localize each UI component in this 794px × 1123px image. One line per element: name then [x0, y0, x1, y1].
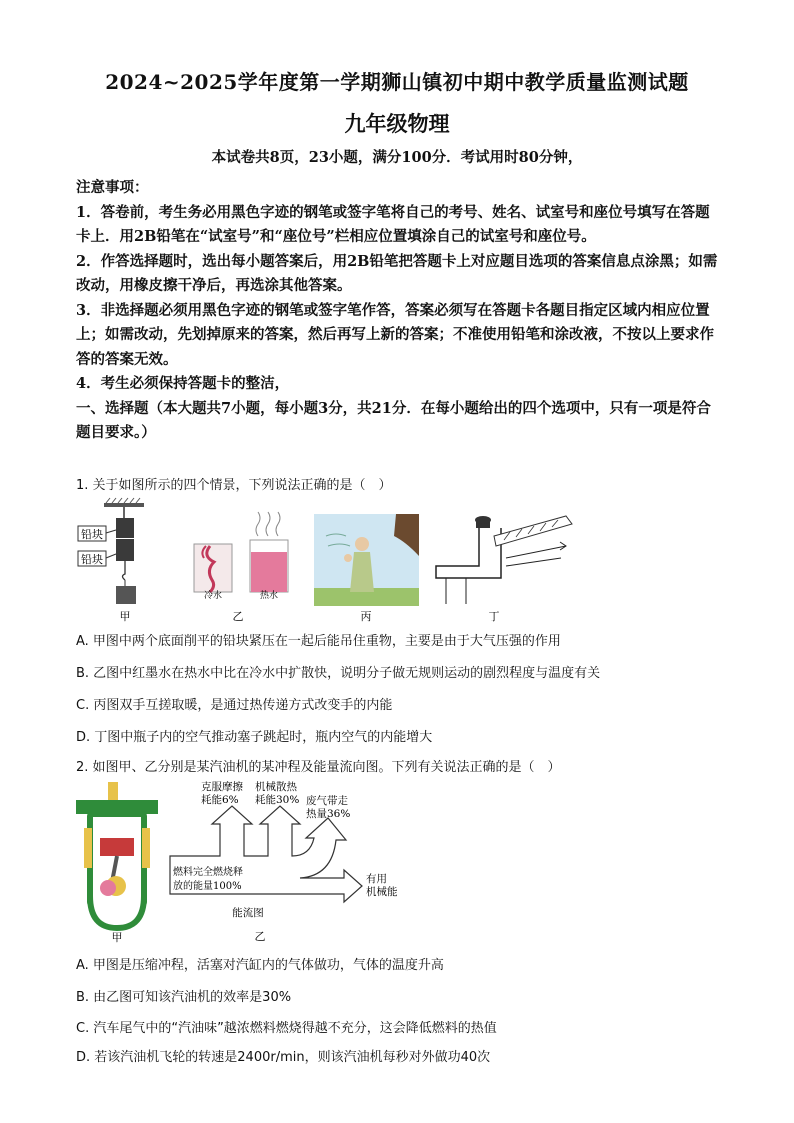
- cold-water-label: 冷水: [203, 591, 223, 601]
- friction-label-2: 耗能6%: [201, 794, 239, 806]
- label-jia: 甲: [119, 610, 131, 623]
- useful-label-1: 有用: [366, 873, 387, 885]
- fuel-label-2: 放的能量100%: [173, 881, 242, 892]
- question-2-option-b: B. 由乙图可知该汽油机的效率是30%: [76, 990, 292, 1005]
- label-ding: 丁: [488, 610, 500, 623]
- diffusion-beakers-diagram: [194, 512, 288, 623]
- exhaust-label-2: 热量36%: [306, 808, 351, 820]
- section-heading: 一、选择题（本大题共7小题，每小题3分，共21分．在每小题给出的四个选项中，只有一项是符合题目要求。）: [76, 399, 711, 441]
- exam-info: 本试卷共8页，23小题，满分100分．考试用时80分钟，: [211, 149, 583, 166]
- exhaust-label-1: 废气带走: [306, 795, 348, 807]
- notes-heading: 注意事项：: [76, 179, 149, 196]
- friction-label-1: 克服摩擦: [201, 781, 243, 793]
- lead-label-2: 铅块: [81, 553, 103, 566]
- note-item: 1．答卷前，考生务必用黑色字迹的钢笔或签字笔将自己的考号、姓名、试室号和座位号填写在答题卡上．用2B铅笔在“试室号”和“座位号”栏相应位置填涂自己的试室号和座位号。: [76, 203, 710, 245]
- question-1-option-a: A. 甲图中两个底面削平的铅块紧压在一起后能吊住重物，主要是由于大气压强的作用: [76, 634, 561, 649]
- heat-label-1: 机械散热: [255, 781, 297, 793]
- heat-label-2: 耗能30%: [255, 794, 300, 806]
- notes-block: [76, 176, 722, 446]
- question-1-option-c: C. 丙图双手互搓取暖，是通过热传递方式改变手的内能: [76, 698, 393, 713]
- engine-cylinder-diagram: [76, 782, 158, 944]
- useful-label-2: 机械能: [366, 886, 398, 898]
- exam-title: 2024~2025学年度第一学期狮山镇初中期中教学质量监测试题: [105, 70, 689, 94]
- subject-title: 九年级物理: [344, 111, 450, 136]
- label-jia-2: 甲: [111, 931, 123, 944]
- fuel-label-1: 燃料完全燃烧释: [173, 867, 243, 878]
- hot-water-label: 热水: [259, 591, 279, 601]
- question-1-option-b: B. 乙图中红墨水在热水中比在冷水中扩散快，说明分子做无规则运动的剧烈程度与温度有关: [76, 666, 601, 681]
- question-1-option-d: D. 丁图中瓶子内的空气推动塞子跳起时，瓶内空气的内能增大: [76, 730, 433, 745]
- question-2-option-c: C. 汽车尾气中的“汽油味”越浓燃料燃烧得越不充分，这会降低燃料的热值: [76, 1021, 497, 1036]
- question-2-option-a: A. 甲图是压缩冲程，活塞对汽缸内的气体做功，气体的温度升高: [76, 958, 444, 973]
- note-item: 4．考生必须保持答题卡的整洁，: [76, 375, 290, 392]
- hand-rubbing-scene: [314, 514, 419, 623]
- label-yi: 乙: [232, 610, 244, 623]
- question-1-stem: 1. 关于如图所示的四个情景，下列说法正确的是（ ）: [76, 478, 392, 493]
- note-item: 3．非选择题必须用黑色字迹的钢笔或签字笔作答，答案必须写在答题卡各题目指定区域内相应位置上；如需改动，先划掉原来的答案，然后再写上新的答案；不准使用铅笔和涂改液，不按以上要求作答的答案无效。: [76, 301, 714, 368]
- question-2-figure: [70, 778, 430, 946]
- lead-label-1: 铅块: [81, 528, 103, 541]
- question-1-figure: [76, 496, 576, 624]
- bottle-stopper-diagram: [436, 516, 572, 623]
- label-yi-2: 乙: [254, 930, 266, 943]
- lead-blocks-diagram: [78, 498, 144, 623]
- energy-flow-caption: 能流图: [232, 907, 264, 919]
- question-2-stem: 2. 如图甲、乙分别是某汽油机的某冲程及能量流向图。下列有关说法正确的是（ ）: [76, 760, 561, 775]
- energy-flow-diagram: [170, 780, 398, 943]
- note-item: 2．作答选择题时，选出每小题答案后，用2B铅笔把答题卡上对应题目选项的答案信息点涂黑；如需改动，用橡皮擦干净后，再选涂其他答案。: [76, 252, 718, 294]
- label-bing: 丙: [360, 610, 372, 623]
- question-2-option-d: D. 若该汽油机飞轮的转速是2400r/min，则该汽油机每秒对外做功40次: [76, 1050, 491, 1065]
